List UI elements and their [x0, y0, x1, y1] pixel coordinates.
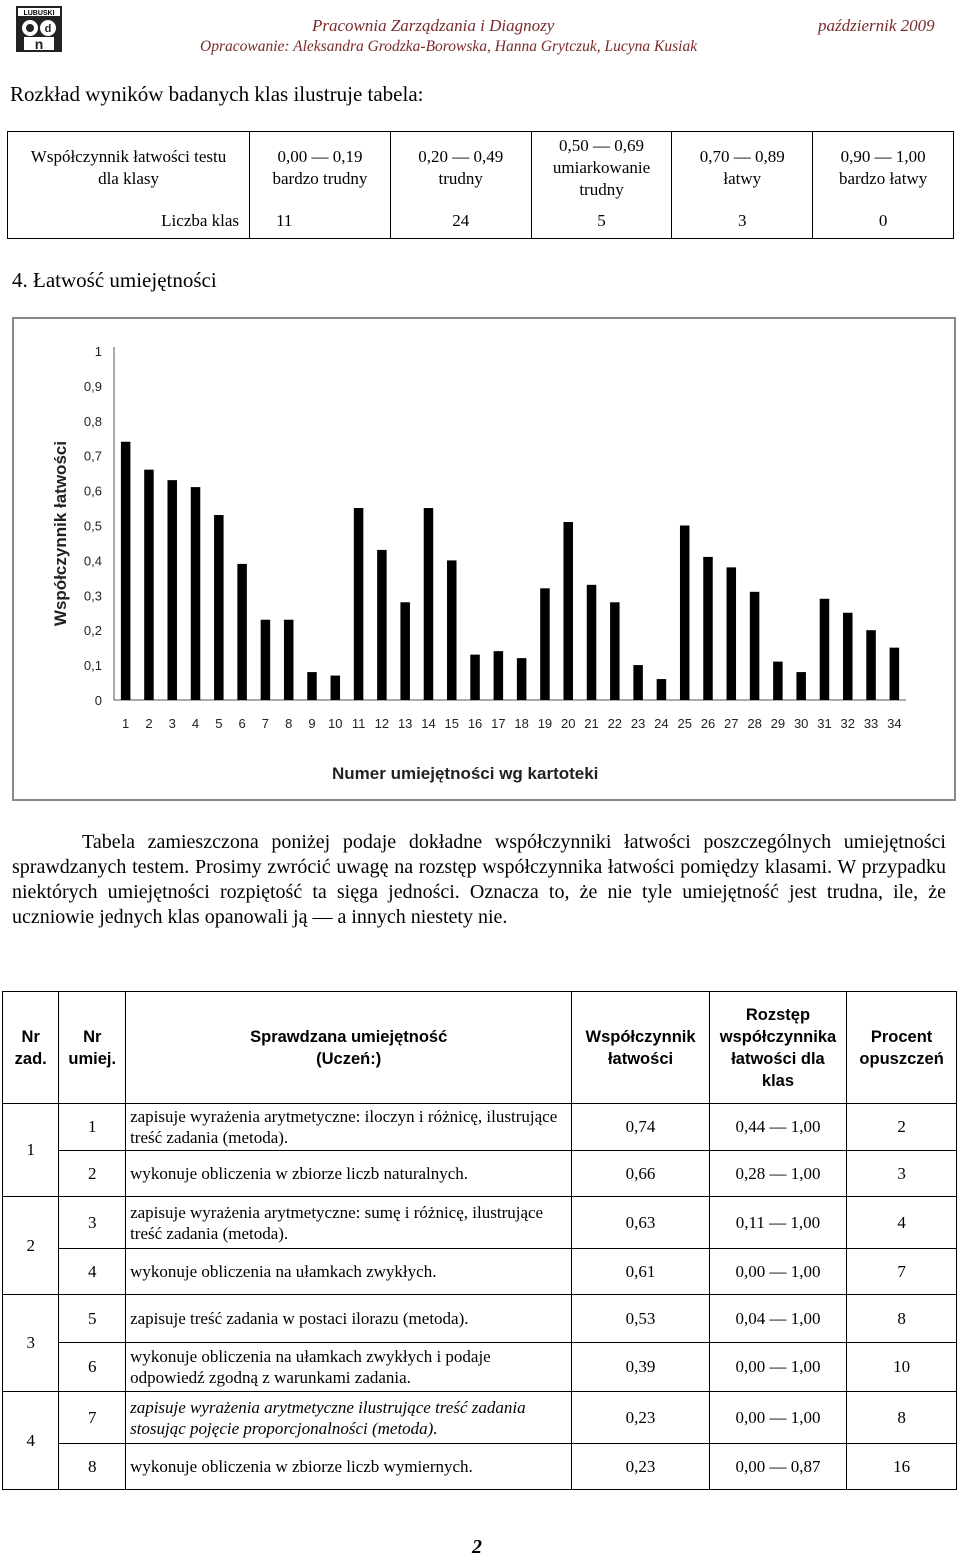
range-cell: 0,04 — 1,00 — [709, 1295, 846, 1343]
x-tick-label: 7 — [261, 716, 270, 731]
row-header-line1: Współczynnik łatwości testu — [30, 147, 227, 166]
nr-umiej-cell: 4 — [59, 1249, 126, 1295]
bar — [773, 662, 783, 700]
x-tick-label: 30 — [793, 716, 809, 731]
range-label: umiarkowanie — [552, 158, 651, 177]
range-cell: 0,11 — 1,00 — [709, 1197, 846, 1249]
x-tick-label: 15 — [444, 716, 459, 731]
range-value: 0,70 — 0,89 — [699, 147, 785, 166]
y-tick-label: 1 — [94, 344, 102, 359]
nr-zad-cell: 1 — [3, 1104, 59, 1197]
range-cell — [672, 132, 813, 205]
bar — [470, 655, 480, 700]
x-tick-label: 3 — [168, 716, 176, 731]
coef-cell: 0,39 — [572, 1343, 709, 1392]
bar — [191, 487, 201, 700]
x-tick-label: 2 — [145, 716, 153, 731]
range-cell — [531, 132, 672, 205]
count-value: 24 — [390, 204, 531, 239]
missing-cell: 16 — [847, 1444, 957, 1490]
x-tick-label: 12 — [374, 716, 390, 731]
bar — [610, 602, 620, 700]
range-value: 0,20 — 0,49 — [418, 147, 504, 166]
x-tick-label: 25 — [677, 716, 692, 731]
coef-cell: 0,66 — [572, 1151, 709, 1197]
y-tick-label: 0,9 — [83, 378, 102, 394]
header-nr-umiej: Nr umiej. — [59, 992, 126, 1104]
x-tick-label: 13 — [397, 716, 413, 731]
x-tick-label: 10 — [328, 716, 343, 731]
header-skill-line1: Sprawdzana umiejętność — [250, 1027, 448, 1046]
bar — [377, 550, 387, 700]
header-coef: Współczynnik łatwości — [572, 992, 709, 1104]
missing-cell: 7 — [847, 1249, 957, 1295]
bar — [796, 672, 806, 700]
x-tick-label: 1 — [122, 716, 130, 731]
y-tick-label: 0,4 — [83, 553, 102, 569]
bar — [820, 599, 830, 700]
bar — [354, 508, 364, 700]
nr-umiej-cell: 7 — [59, 1392, 126, 1444]
skill-cell: wykonuje obliczenia na ułamkach zwykłych. — [126, 1249, 572, 1295]
coef-cell: 0,61 — [572, 1249, 709, 1295]
x-tick-label: 5 — [215, 716, 223, 731]
range-value: 0,00 — 0,19 — [277, 147, 363, 166]
range-cell: 0,00 — 1,00 — [709, 1392, 846, 1444]
bar — [331, 676, 341, 700]
x-tick-label: 23 — [630, 716, 646, 731]
x-tick-label: 24 — [654, 716, 669, 731]
bar — [540, 588, 550, 700]
x-tick-label: 22 — [607, 716, 623, 731]
skill-cell: zapisuje treść zadania w postaci ilorazu (metoda). — [126, 1295, 572, 1343]
svg-text:n: n — [34, 36, 44, 52]
range-label: bardzo łatwy — [838, 169, 928, 188]
header-title: Pracownia Zarządzania i Diagnozy — [312, 16, 555, 35]
x-tick-label: 19 — [537, 716, 553, 731]
range-cell — [390, 132, 531, 205]
x-tick-label: 21 — [584, 716, 599, 731]
skill-cell: wykonuje obliczenia w zbiorze liczb wymiernych. — [126, 1444, 572, 1490]
bar — [167, 480, 177, 700]
y-tick-label: 0,7 — [83, 448, 102, 464]
svg-text:LUBUSKI: LUBUSKI — [23, 10, 55, 17]
bar — [633, 665, 643, 700]
skill-cell: zapisuje wyrażenia arytmetyczne: iloczyn i różnicę, ilustrujące treść zadania (metoda). — [126, 1104, 572, 1151]
bar — [657, 679, 667, 700]
x-tick-label: 33 — [863, 716, 879, 731]
range-label: bardzo trudny — [272, 169, 368, 188]
x-tick-label: 26 — [700, 716, 716, 731]
skill-cell: wykonuje obliczenia w zbiorze liczb naturalnych. — [126, 1151, 572, 1197]
coef-cell: 0,23 — [572, 1444, 709, 1490]
x-tick-label: 29 — [770, 716, 786, 731]
bar — [144, 470, 154, 700]
x-tick-label: 11 — [351, 716, 366, 731]
header-date: październik 2009 — [818, 16, 935, 35]
range-cell — [813, 132, 954, 205]
missing-cell: 8 — [847, 1295, 957, 1343]
row-header-cell — [8, 132, 250, 205]
paragraph-text: Tabela zamieszczona poniżej podaje dokładne współczynniki łatwości poszczególnych umiejętności sprawdzanych testem. Prosimy zwrócić uwagę na rozstęp współczynnika łatwości pomiędzy klasami. W przypadku niektórych umiejętności rozpiętość ta sięga jedności. Oznacza to, że nie tyle umiejętność jest trudna, ile, że uczniowie jednych klas opanowali ją — a innych niestety nie. — [12, 831, 946, 928]
y-tick-label: 0,5 — [83, 518, 102, 534]
header-range: Rozstęp współczynnika łatwości dla klas — [709, 992, 846, 1104]
nr-umiej-cell: 2 — [59, 1151, 126, 1197]
x-tick-label: 8 — [285, 716, 293, 731]
bar — [121, 442, 131, 700]
count-value: 0 — [813, 204, 954, 239]
nr-umiej-cell: 1 — [59, 1104, 126, 1151]
nr-zad-cell: 2 — [3, 1197, 59, 1295]
nr-umiej-cell: 5 — [59, 1295, 126, 1343]
range-cell: 0,28 — 1,00 — [709, 1151, 846, 1197]
x-axis-title: Numer umiejętności wg kartoteki — [332, 764, 599, 783]
intro-text: Rozkład wyników badanych klas ilustruje tabela: — [10, 82, 424, 106]
count-label: Liczba klas — [8, 204, 250, 239]
x-tick-label: 32 — [840, 716, 855, 731]
x-tick-label: 18 — [514, 716, 529, 731]
x-tick-label: 20 — [561, 716, 576, 731]
x-tick-label: 14 — [421, 716, 436, 731]
header-skill — [126, 992, 572, 1104]
bar — [214, 515, 224, 700]
skill-cell: zapisuje wyrażenia arytmetyczne ilustrujące treść zadania stosując pojęcie proporcjonalności (metoda). — [126, 1392, 572, 1444]
range-cell: 0,00 — 0,87 — [709, 1444, 846, 1490]
x-tick-label: 27 — [724, 716, 739, 731]
coef-cell: 0,53 — [572, 1295, 709, 1343]
range-label: trudny — [438, 169, 483, 188]
missing-cell: 8 — [847, 1392, 957, 1444]
x-tick-label: 31 — [817, 716, 832, 731]
bar — [494, 651, 504, 700]
x-tick-label: 4 — [191, 716, 200, 731]
range-cell: 0,00 — 1,00 — [709, 1343, 846, 1392]
y-tick-label: 0,1 — [83, 658, 102, 674]
bar — [237, 564, 247, 700]
y-tick-label: 0,2 — [83, 623, 102, 639]
range-value: 0,50 — 0,69 — [559, 136, 645, 155]
class-distribution-table — [7, 131, 954, 239]
nr-umiej-cell: 3 — [59, 1197, 126, 1249]
bar — [400, 602, 410, 700]
skill-ease-bar-chart — [14, 319, 954, 799]
coef-cell: 0,63 — [572, 1197, 709, 1249]
bar — [866, 630, 876, 700]
missing-cell: 2 — [847, 1104, 957, 1151]
range-cell: 0,00 — 1,00 — [709, 1249, 846, 1295]
y-tick-label: 0,3 — [83, 588, 102, 604]
x-tick-label: 28 — [747, 716, 762, 731]
x-tick-label: 16 — [467, 716, 483, 731]
range-label: trudny — [579, 180, 624, 199]
bar — [890, 648, 900, 700]
header-nr-zad: Nr zad. — [3, 992, 59, 1104]
bar — [307, 672, 317, 700]
bar — [447, 560, 457, 700]
bar — [517, 658, 527, 700]
bar — [563, 522, 573, 700]
skill-cell: zapisuje wyrażenia arytmetyczne: sumę i różnicę, ilustrujące treść zadania (metoda). — [126, 1197, 572, 1249]
bar — [424, 508, 434, 700]
row-header-line2: dla klasy — [98, 169, 159, 188]
count-value: 11 — [250, 204, 391, 239]
missing-cell: 3 — [847, 1151, 957, 1197]
bar — [750, 592, 760, 700]
bar — [727, 567, 737, 700]
range-value: 0,90 — 1,00 — [840, 147, 926, 166]
count-value: 5 — [531, 204, 672, 239]
y-tick-label: 0 — [94, 693, 102, 708]
y-tick-label: 0,8 — [83, 413, 102, 429]
bar — [703, 557, 713, 700]
range-label: łatwy — [723, 169, 762, 188]
bar — [680, 526, 690, 701]
count-value: 3 — [672, 204, 813, 239]
odn-logo-icon — [14, 4, 64, 54]
bar — [261, 620, 271, 700]
coef-cell: 0,23 — [572, 1392, 709, 1444]
x-tick-label: 9 — [308, 716, 316, 731]
page-number: 2 — [472, 1536, 482, 1558]
coef-cell: 0,74 — [572, 1104, 709, 1151]
header-missing: Procent opuszczeń — [847, 992, 957, 1104]
range-cell: 0,44 — 1,00 — [709, 1104, 846, 1151]
bar — [284, 620, 294, 700]
skills-table — [2, 991, 957, 1490]
section-title: 4. Łatwość umiejętności — [12, 268, 217, 292]
header-skill-line2: (Uczeń:) — [316, 1049, 382, 1068]
header-authors: Opracowanie: Aleksandra Grodzka-Borowska, Hanna Grytczuk, Lucyna Kusiak — [200, 38, 698, 55]
y-tick-label: 0,6 — [83, 483, 102, 499]
missing-cell: 10 — [847, 1343, 957, 1392]
x-tick-label: 17 — [491, 716, 506, 731]
bar — [843, 613, 853, 700]
x-tick-label: 6 — [238, 716, 246, 731]
bar — [587, 585, 597, 700]
nr-umiej-cell: 8 — [59, 1444, 126, 1490]
skill-cell: wykonuje obliczenia na ułamkach zwykłych i podaje odpowiedź zgodną z warunkami zadania. — [126, 1343, 572, 1392]
y-axis-title: Współczynnik łatwości — [51, 440, 70, 627]
nr-zad-cell: 4 — [3, 1392, 59, 1490]
nr-umiej-cell: 6 — [59, 1343, 126, 1392]
nr-zad-cell: 3 — [3, 1295, 59, 1392]
description-paragraph — [12, 830, 946, 930]
svg-text:d: d — [44, 23, 52, 35]
x-tick-label: 34 — [887, 716, 902, 731]
range-cell — [250, 132, 391, 205]
missing-cell: 4 — [847, 1197, 957, 1249]
